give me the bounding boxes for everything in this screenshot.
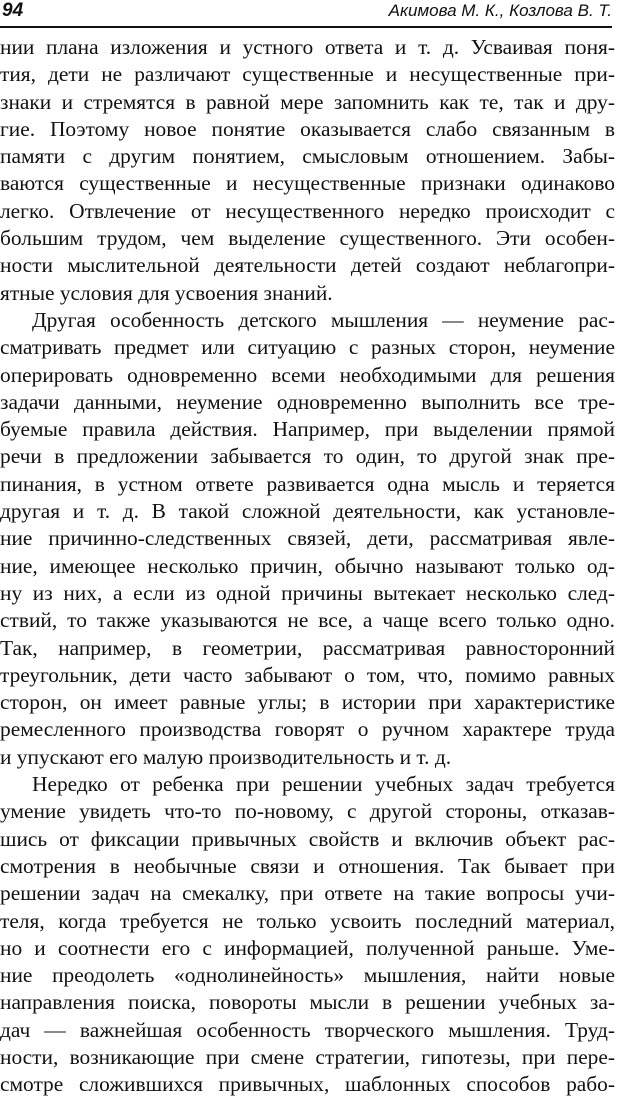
text-line: ваются существенные и несущественные признаки одинаково (0, 171, 615, 196)
text-line: задачи данными, неумение одновременно выполнить все тре- (0, 389, 615, 414)
text-line: ние, имеющее несколько причин, обычно называют только од- (0, 553, 615, 578)
text-line: ятные условия для усвоения знаний. (0, 280, 333, 305)
page-header (2, 0, 612, 26)
text-line: смотре сложившихся привычных, шаблонных способов рабо- (0, 1072, 615, 1097)
text-line: направления поиска, повороты мысли в решении учебных за- (0, 990, 615, 1015)
text-line: и упускают его малую производительность и т. д. (0, 744, 452, 769)
text-line: пинания, в устном ответе развивается одна мысль и теряется (0, 471, 615, 496)
text-line: шись от фиксации привычных свойств и включив объект рас- (0, 826, 615, 851)
header-rule (0, 26, 612, 28)
text-line: теля, когда требуется не только усвоить последний материал, (0, 908, 615, 933)
running-head: Акимова М. К., Козлова В. Т. (388, 1, 612, 20)
text-line: нии плана изложения и устного ответа и т. д. Усваивая поня- (0, 35, 615, 59)
text-line: ние причинно-следственных связей, дети, рассматривая явле- (0, 526, 615, 551)
page-number: 94 (2, 0, 24, 21)
text-line: умение увидеть что-то по-новому, с другой стороны, отказав- (0, 799, 615, 824)
text-line: ну из них, а если из одной причины вытекает несколько след- (0, 580, 615, 605)
text-line: буемые правила действия. Например, при выделении прямой (0, 417, 615, 442)
text-line: ствий, то также указываются не все, а чаще всего только одно. (0, 608, 615, 633)
text-line: дач — важнейшая особенность творческого мышления. Труд- (0, 1017, 615, 1042)
text-line: речи в предложении забывается то один, то другой знак пре- (0, 444, 615, 469)
text-line: Другая особенность детского мышления — неумение рас- (32, 307, 615, 332)
paragraph (0, 771, 615, 1099)
text-line: оперировать одновременно всеми необходимыми для решения (0, 362, 615, 387)
text-line: другая и т. д. В такой сложной деятельности, как установле- (0, 499, 615, 524)
paragraph (0, 307, 615, 771)
text-line: знаки и стремятся в равной мере запомнить как те, так и дру- (0, 89, 615, 114)
text-line: памяти с другим понятием, смысловым отношением. Забы- (0, 144, 615, 169)
text-line: решении задач на смекалку, при ответе на такие вопросы учи- (0, 881, 615, 906)
text-line: ности мыслительной деятельности детей создают неблагопри- (0, 253, 615, 278)
text-line: Так, например, в геометрии, рассматривая равносторонний (0, 635, 615, 660)
body-text (0, 34, 615, 1099)
text-line: легко. Отвлечение от несущественного нередко происходит с (0, 198, 615, 223)
text-line: Нередко от ребенка при решении учебных задач требуется (32, 772, 615, 797)
text-line: тия, дети не различают существенные и несущественные при- (0, 62, 615, 87)
text-line: ности, возникающие при смене стратегии, гипотезы, при пере- (0, 1044, 615, 1069)
text-line: сторон, он имеет равные углы; в истории при характеристике (0, 690, 615, 715)
text-line: треугольник, дети часто забывают о том, что, помимо равных (0, 662, 615, 687)
paragraph (0, 34, 615, 307)
text-line: ремесленного производства говорят о ручном характере труда (0, 717, 615, 742)
text-line: большим трудом, чем выделение существенного. Эти особен- (0, 226, 615, 251)
text-line: ние преодолеть «однолинейность» мышления, найти новые (0, 963, 615, 988)
text-line: но и соотнести его с информацией, полученной раньше. Уме- (0, 935, 615, 960)
text-line: сматривать предмет или ситуацию с разных сторон, неумение (0, 335, 615, 360)
text-line: смотрения в необычные связи и отношения. Так бывает при (0, 853, 615, 878)
text-line: гие. Поэтому новое понятие оказывается слабо связанным в (0, 116, 615, 141)
